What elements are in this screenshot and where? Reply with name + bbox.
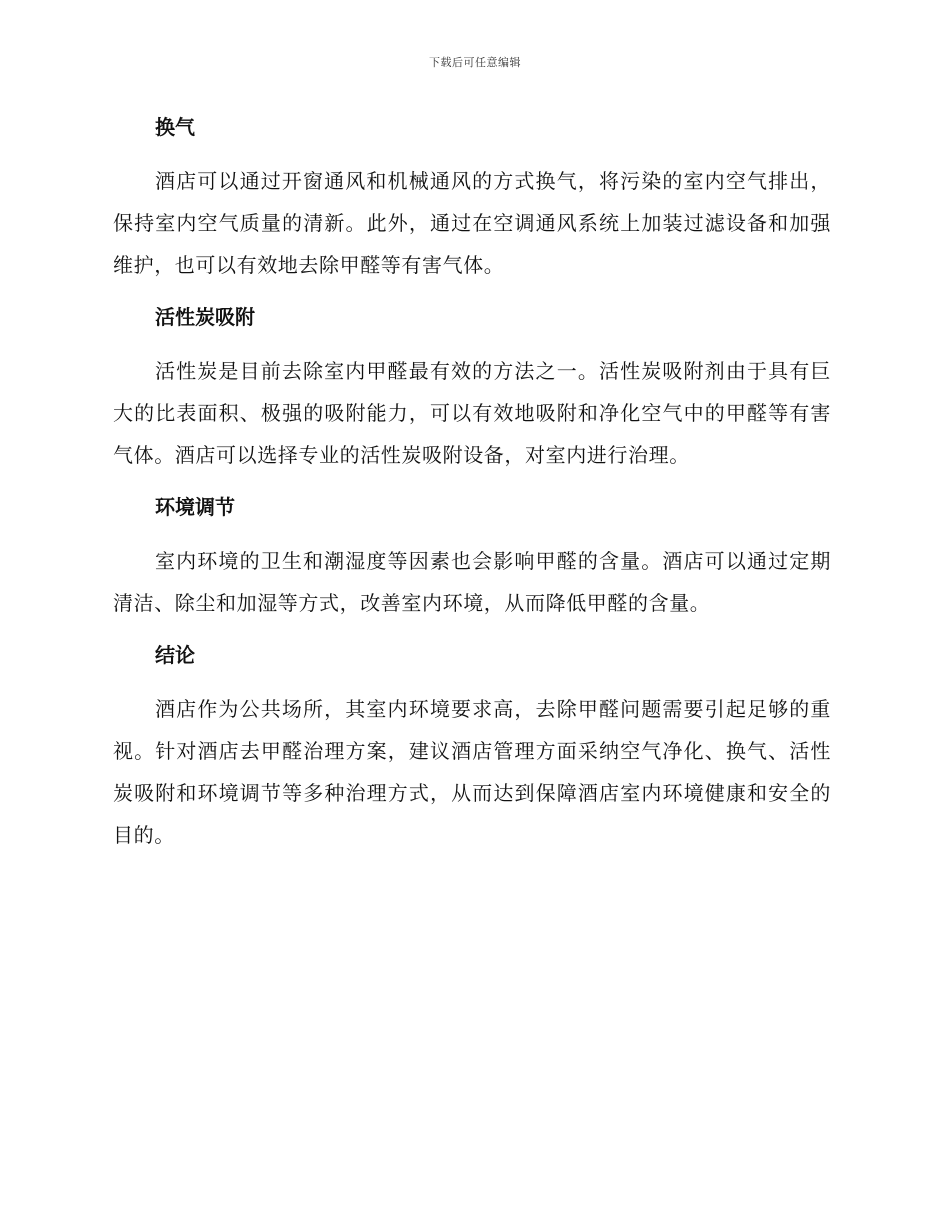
document-content — [113, 110, 831, 870]
section-heading: 活性炭吸附 — [155, 305, 255, 329]
section-paragraph: 酒店作为公共场所，其室内环境要求高，去除甲醛问题需要引起足够的重视。针对酒店去甲醛治理方案，建议酒店管理方面采纳空气净化、换气、活性炭吸附和环境调节等多种治理方式，从而达到保障酒店室内环境健康和安全的目的。 — [113, 697, 831, 847]
section-ventilation — [113, 110, 831, 286]
section-paragraph: 酒店可以通过开窗通风和机械通风的方式换气，将污染的室内空气排出，保持室内空气质量的清新。此外，通过在空调通风系统上加装过滤设备和加强维护，也可以有效地去除甲醛等有害气体。 — [113, 169, 831, 277]
section-activated-carbon — [113, 300, 831, 476]
section-heading: 环境调节 — [155, 495, 235, 519]
section-environment-adjustment — [113, 490, 831, 624]
section-conclusion — [113, 638, 831, 856]
header-note: 下载后可任意编辑 — [429, 56, 521, 69]
section-heading: 换气 — [155, 115, 195, 139]
section-paragraph: 活性炭是目前去除室内甲醛最有效的方法之一。活性炭吸附剂由于具有巨大的比表面积、极强的吸附能力，可以有效地吸附和净化空气中的甲醛等有害气体。酒店可以选择专业的活性炭吸附设备，对室内进行治理。 — [113, 359, 831, 467]
section-heading: 结论 — [155, 643, 195, 667]
section-paragraph: 室内环境的卫生和潮湿度等因素也会影响甲醛的含量。酒店可以通过定期清洁、除尘和加湿等方式，改善室内环境，从而降低甲醛的含量。 — [113, 549, 831, 615]
